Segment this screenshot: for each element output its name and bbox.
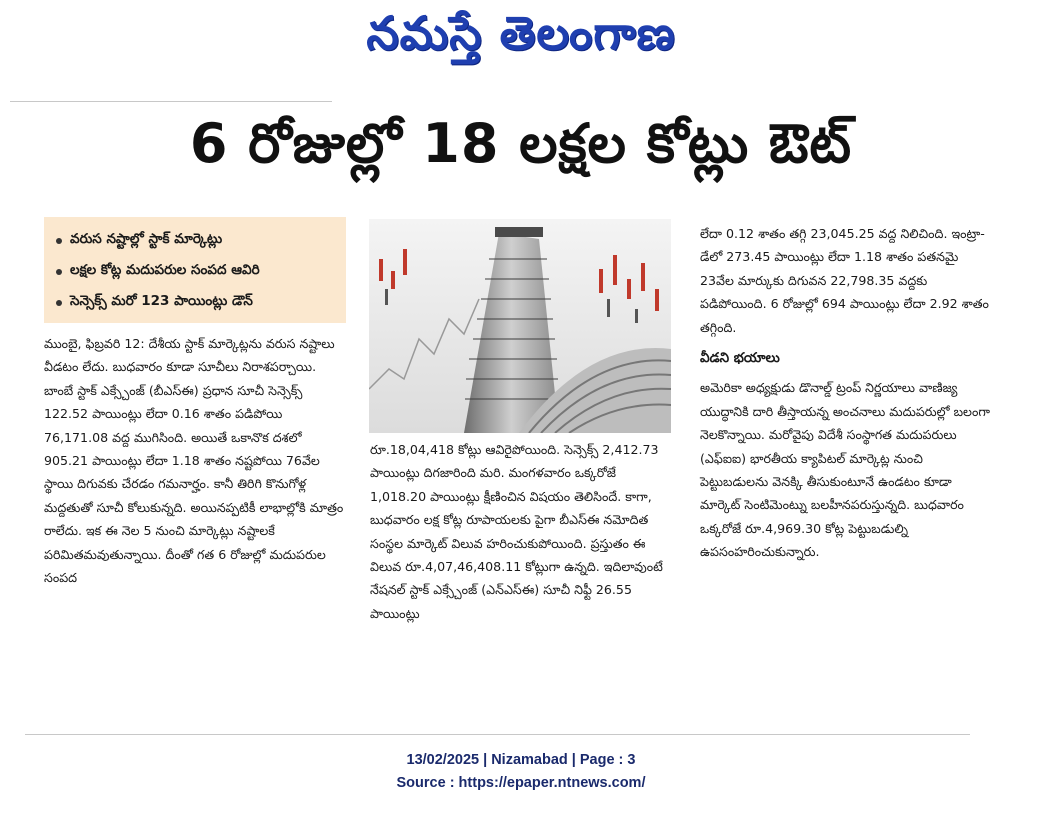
article-column-3 bbox=[700, 222, 990, 564]
bottom-divider bbox=[25, 734, 970, 735]
masthead-title: నమస్తే తెలంగాణ bbox=[366, 6, 676, 60]
bse-building-illustration bbox=[369, 219, 671, 433]
article-paragraph: అమెరికా అధ్యక్షుడు డొనాల్డ్ ట్రంప్ నిర్ణయాలు వాణిజ్య యుద్ధానికి దారి తీస్తాయన్న అంచనాలు మదుపరుల్లో బలంగా నెలకొన్నాయి. మరోవైపు విదేశీ సంస్థాగత మదుపరులు (ఎఫ్ఐఐ) భారతీయ క్యాపిటల్ మార్కెట్ల నుంచి పెట్టుబడులను వెనక్కి తీసుకుంటూనే ఉండటం కూడా మార్కెట్ సెంటిమెంట్ను బలహీనపరుస్తున్నది. బుధవారం ఒక్కరోజే రూ.4,969.30 కోట్ల పెట్టుబడుల్ని ఉపసంహరించుకున్నారు. bbox=[700, 380, 990, 560]
top-divider bbox=[10, 101, 332, 102]
section-subheading: వీడని భయాలు bbox=[700, 350, 780, 367]
highlight-text: లక్షల కోట్ల మదుపరుల సంపద ఆవిరి bbox=[70, 262, 260, 278]
article-headline: 6 రోజుల్లో 18 లక్షల కోట్లు ఔట్ bbox=[189, 112, 853, 175]
stock-exchange-photo bbox=[369, 219, 671, 433]
highlight-text: వరుస నష్టాల్లో స్టాక్ మార్కెట్లు bbox=[70, 231, 223, 247]
footer-edition-info: 13/02/2025 | Nizamabad | Page : 3 bbox=[406, 752, 636, 768]
article-column-2 bbox=[370, 438, 674, 625]
highlight-text: సెన్సెక్స్ మరో 123 పాయింట్లు డౌన్ bbox=[70, 293, 253, 309]
highlight-item bbox=[56, 256, 338, 287]
article-paragraph: రూ.18,04,418 కోట్లు ఆవిరైపోయింది. సెన్సెక్స్ 2,412.73 పాయింట్లు దిగజారింది మరి. మంగళవారం ఒక్కరోజే 1,018.20 పాయింట్లు క్షీణించిన విషయం తెలిసిందే. కాగా, బుధవారం లక్ష కోట్ల రూపాయలకు పైగా బీఎస్ఈ నమోదిత సంస్థల మార్కెట్ విలువ హరించుకుపోయింది. ప్రస్తుతం ఈ విలువ రూ.4,07,46,408.11 కోట్లుగా ఉన్నది. ఇదిలావుంటే నేషనల్ స్టాక్ ఎక్స్చేంజ్ (ఎన్ఎస్ఈ) సూచీ నిఫ్టీ 26.55 పాయింట్లు bbox=[370, 442, 663, 621]
bullet-icon bbox=[56, 269, 62, 275]
highlight-item bbox=[56, 287, 338, 318]
article-column-1 bbox=[44, 332, 346, 589]
highlights-box bbox=[44, 217, 346, 323]
bullet-icon bbox=[56, 300, 62, 306]
article-paragraph: లేదా 0.12 శాతం తగ్గి 23,045.25 వద్ద నిలిచింది. ఇంట్రా-డేలో 273.45 పాయింట్లు లేదా 1.18 శాతం పతనమై 23వేల మార్కుకు దిగువన 22,798.35 వద్దకు పడిపోయింది. 6 రోజుల్లో 694 పాయింట్లు లేదా 2.92 శాతం తగ్గింది. bbox=[700, 226, 989, 335]
highlight-item bbox=[56, 225, 338, 256]
bullet-icon bbox=[56, 238, 62, 244]
footer-source-link[interactable]: Source : https://epaper.ntnews.com/ bbox=[396, 775, 646, 791]
article-paragraph: ముంబై, ఫిబ్రవరి 12: దేశీయ స్టాక్ మార్కెట్లను వరుస నష్టాలు వీడటం లేదు. బుధవారం కూడా సూచీలు నిరాశపర్చాయి. బాంబే స్టాక్ ఎక్స్చేంజ్ (బీఎస్ఈ) ప్రధాన సూచీ సెన్సెక్స్ 122.52 పాయింట్లు లేదా 0.16 శాతం పడిపోయి 76,171.08 వద్ద ముగిసింది. అయితే ఒకానొక దశలో 905.21 పాయింట్లు లేదా 1.18 శాతం నష్టపోయి 76వేల స్థాయి దిగువకు చేరడం గమనార్హం. కానీ తిరిగి కొనుగోళ్ల మద్దతుతో సూచీ కోలుకున్నది. అయినప్పటికీ లాభాల్లోకి మాత్రం రాలేదు. ఇక ఈ నెల 5 నుంచి మార్కెట్లు నష్టాలకే పరిమితమవుతున్నాయి. దీంతో గత 6 రోజుల్లో మదుపరుల సంపద bbox=[44, 336, 344, 586]
